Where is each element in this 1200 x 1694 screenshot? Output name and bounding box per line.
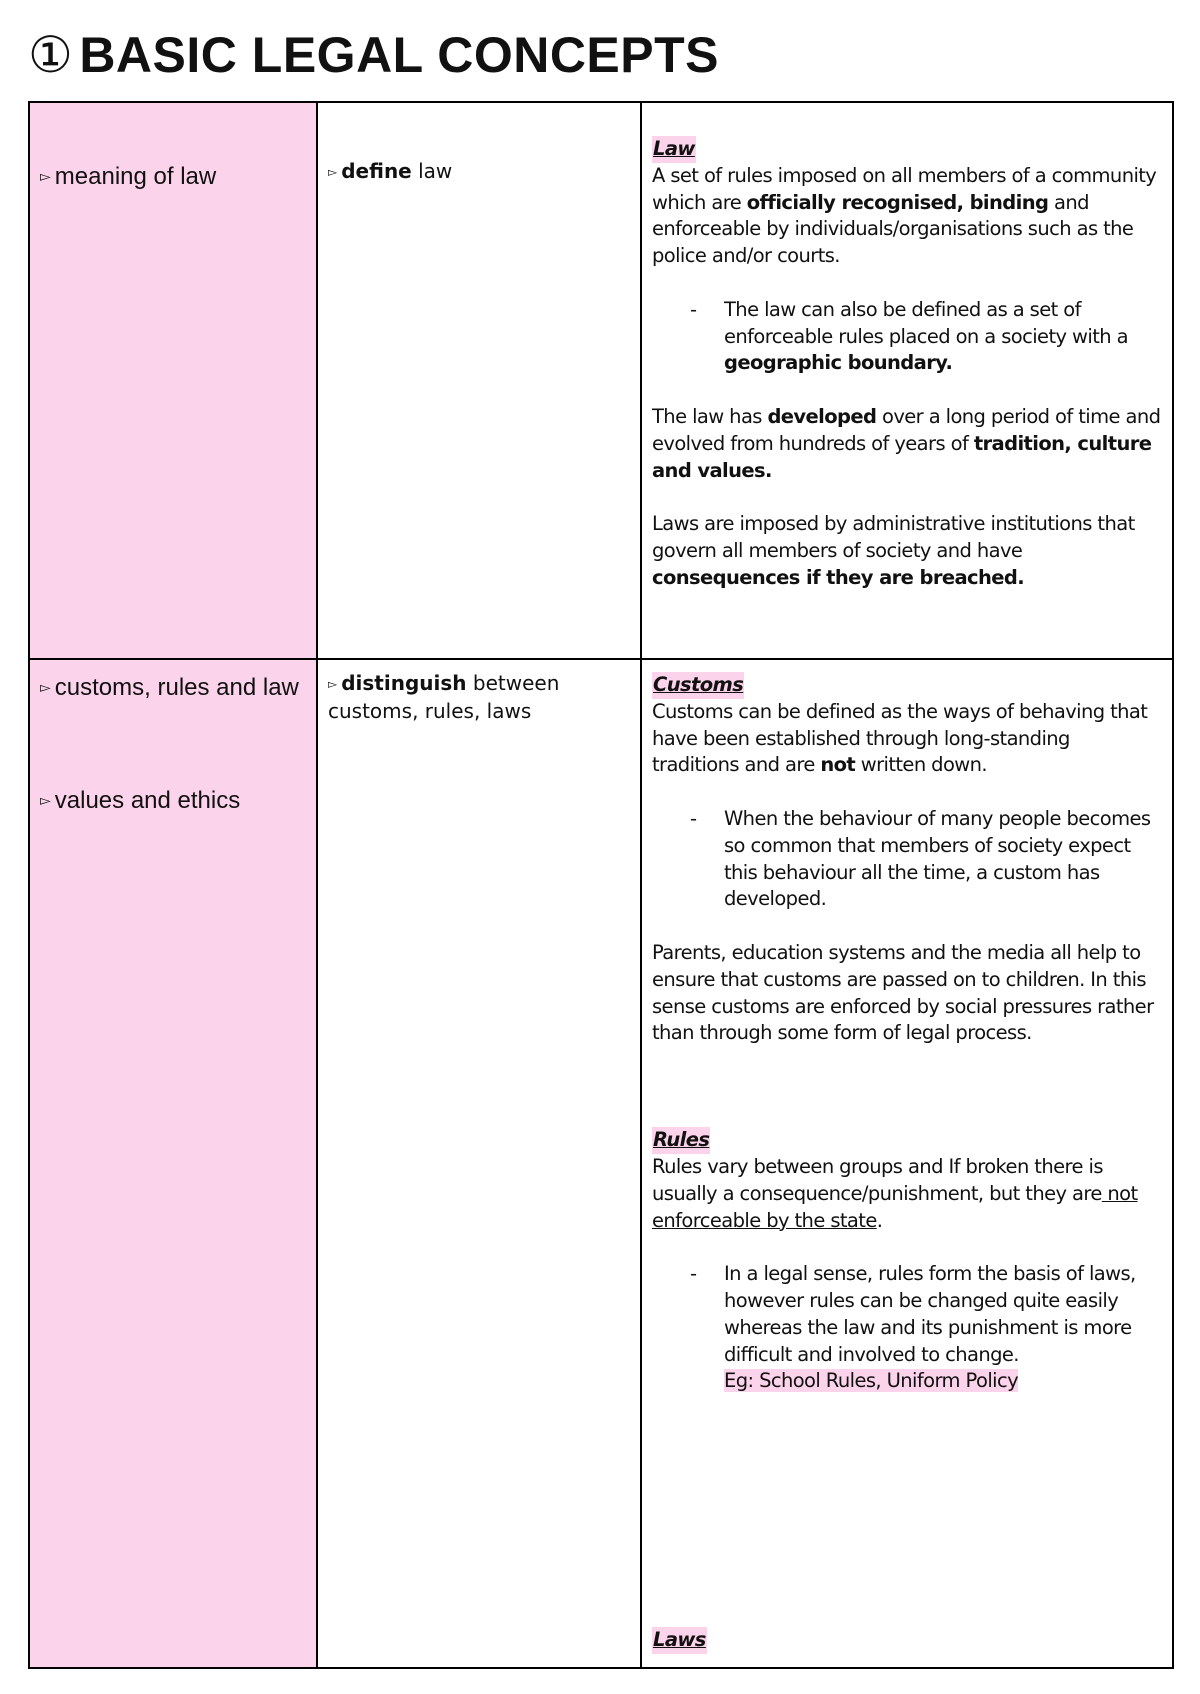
law-subpoint: - The law can also be defined as a set of enforceable rules placed on a society with a geographic boundary. bbox=[690, 297, 1128, 375]
section-heading-customs: Customs bbox=[652, 672, 744, 699]
topic-label: customs, rules and law bbox=[54, 674, 299, 701]
dot-point-verb: distinguish bbox=[341, 671, 467, 695]
law-notes bbox=[642, 103, 1172, 592]
topic-cell bbox=[29, 102, 317, 659]
triangle-bullet-icon: ▻ bbox=[328, 677, 338, 691]
topic-item bbox=[30, 161, 316, 192]
section-number: ① bbox=[28, 27, 74, 83]
notes-cell bbox=[641, 659, 1173, 1668]
dot-point-text: law bbox=[418, 159, 453, 183]
law-paragraph: A set of rules imposed on all members of a community which are officially recognised, binding and enforceable by individuals/organisations such as the police and/or courts. bbox=[652, 163, 1157, 268]
dot-point bbox=[318, 670, 640, 725]
notes-cell bbox=[641, 102, 1173, 659]
triangle-bullet-icon: ▻ bbox=[40, 792, 51, 808]
title-text: BASIC LEGAL CONCEPTS bbox=[79, 27, 720, 83]
table-row bbox=[29, 102, 1173, 659]
topic-label: values and ethics bbox=[54, 787, 241, 814]
customs-subpoint: - When the behaviour of many people becomes so common that members of society expect this behaviour all the time, a custom has developed. bbox=[690, 806, 1151, 911]
customs-paragraph: Customs can be defined as the ways of behaving that have been established through long-standing traditions and are not written down. bbox=[652, 699, 1148, 777]
law-paragraph: The law has developed over a long period of time and evolved from hundreds of years of tradition, culture and values. bbox=[652, 404, 1161, 482]
section-heading-rules: Rules bbox=[652, 1127, 710, 1154]
dot-point-text: between customs, rules, laws bbox=[328, 671, 560, 723]
topic-item bbox=[30, 785, 316, 816]
dot-point bbox=[318, 158, 640, 186]
rules-subpoint: - In a legal sense, rules form the basis of laws, however rules can be changed quite easily whereas the law and its punishment is more difficult and involved to change. Eg: School Rules, Uniform Policy bbox=[690, 1262, 1136, 1393]
triangle-bullet-icon: ▻ bbox=[40, 168, 51, 184]
page-title bbox=[28, 27, 720, 83]
section-heading-law: Law bbox=[652, 136, 696, 163]
law-paragraph: Laws are imposed by administrative institutions that govern all members of society and have consequences if they are breached. bbox=[652, 512, 1135, 589]
topic-cell bbox=[29, 659, 317, 1668]
customs-notes bbox=[642, 660, 1172, 1654]
customs-paragraph: Parents, education systems and the media all help to ensure that customs are passed on to children. In this sense customs are enforced by social pressures rather than through some form of legal process. bbox=[652, 940, 1154, 1045]
table-row bbox=[29, 659, 1173, 1668]
dot-point-cell bbox=[317, 659, 641, 1668]
concept-table bbox=[28, 101, 1174, 1669]
triangle-bullet-icon: ▻ bbox=[40, 679, 51, 695]
rules-paragraph: Rules vary between groups and If broken there is usually a consequence/punishment, but they are not enforceable by the state. bbox=[652, 1154, 1138, 1232]
triangle-bullet-icon: ▻ bbox=[328, 165, 338, 179]
section-heading-laws: Laws bbox=[652, 1627, 707, 1654]
topic-item bbox=[30, 672, 316, 703]
topic-label: meaning of law bbox=[54, 163, 217, 190]
rules-example: Eg: School Rules, Uniform Policy bbox=[724, 1369, 1019, 1393]
dot-point-verb: define bbox=[341, 159, 412, 183]
dot-point-cell bbox=[317, 102, 641, 659]
